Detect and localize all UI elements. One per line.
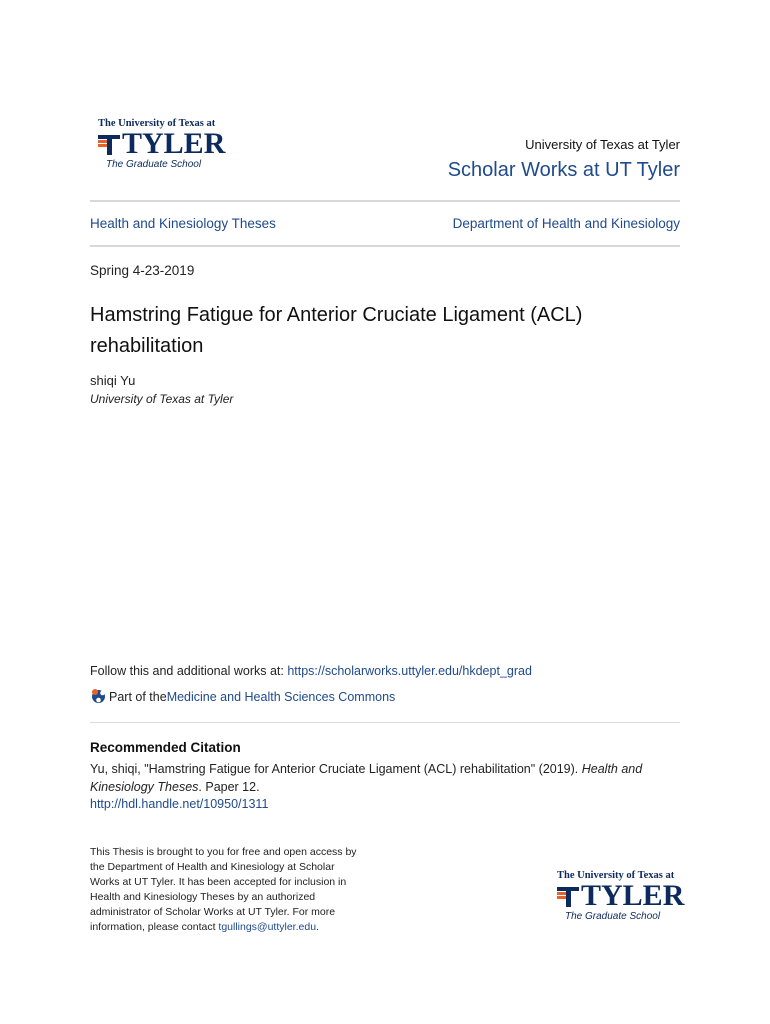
author-affiliation: University of Texas at Tyler [90,392,234,406]
logo-line1: The University of Texas at [557,870,675,881]
follow-url-link[interactable]: https://scholarworks.uttyler.edu/hkdept_grad [287,664,532,678]
network-icon [90,688,107,705]
citation-line-2 [90,779,680,797]
collection-link[interactable]: Health and Kinesiology Theses [90,216,276,231]
title-line-1: Hamstring Fatigue for Anterior Cruciate Ligament (ACL) [90,304,583,326]
department-link[interactable]: Department of Health and Kinesiology [452,216,680,231]
header-divider [90,200,680,202]
logo-school: The Graduate School [106,159,202,170]
commons-prefix: Part of the [109,689,167,704]
contact-email-link[interactable]: tgullings@uttyler.edu [218,921,317,933]
citation-text-2: . Paper 12. [198,779,260,794]
nav-divider [90,245,680,247]
logo-wordmark: TYLER [122,127,226,160]
citation-heading: Recommended Citation [90,740,241,755]
notice-line-5: administrator of Scholar Works at UT Tyler. For more [90,906,336,918]
page-title [90,300,690,362]
institution-name: University of Texas at Tyler [525,137,680,152]
citation-divider [90,722,680,723]
citation-italic-1: Health and [581,762,643,776]
flag-icon [98,133,120,155]
commons-line [90,688,395,705]
access-notice [90,845,390,935]
notice-line-6-prefix: information, please contact [90,921,219,933]
commons-link[interactable]: Medicine and Health Sciences Commons [166,689,396,704]
notice-line-6 [90,920,390,935]
notice-line-1: This Thesis is brought to you for free and open access by [90,846,357,858]
citation-line-1 [90,761,680,779]
flag-icon [557,885,579,907]
logo-line1: The University of Texas at [98,118,216,129]
publication-date: Spring 4-23-2019 [90,263,195,278]
citation-text-1: Yu, shiqi, "Hamstring Fatigue for Anterior Cruciate Ligament (ACL) rehabilitation" (2019). [90,762,582,776]
follow-prefix: Follow this and additional works at: [90,664,288,678]
citation-line-3 [90,796,680,814]
title-line-2: rehabilitation [90,335,204,357]
university-logo-top [98,118,226,171]
notice-line-6-suffix: . [316,921,319,933]
university-logo-bottom [557,870,685,923]
citation-body [90,761,680,814]
notice-line-2: the Department of Health and Kinesiology at Scholar [90,861,335,873]
notice-line-3: Works at UT Tyler. It has been accepted for inclusion in [90,876,347,888]
logo-wordmark: TYLER [581,879,685,912]
follow-line [90,664,532,678]
logo-school: The Graduate School [565,911,661,922]
repository-name[interactable]: Scholar Works at UT Tyler [447,159,680,181]
author-name: shiqi Yu [90,373,136,388]
notice-line-4: Health and Kinesiology Theses by an authorized [90,891,316,903]
citation-italic-2: Kinesiology Theses [90,779,199,794]
handle-link[interactable]: http://hdl.handle.net/10950/1311 [90,797,269,811]
